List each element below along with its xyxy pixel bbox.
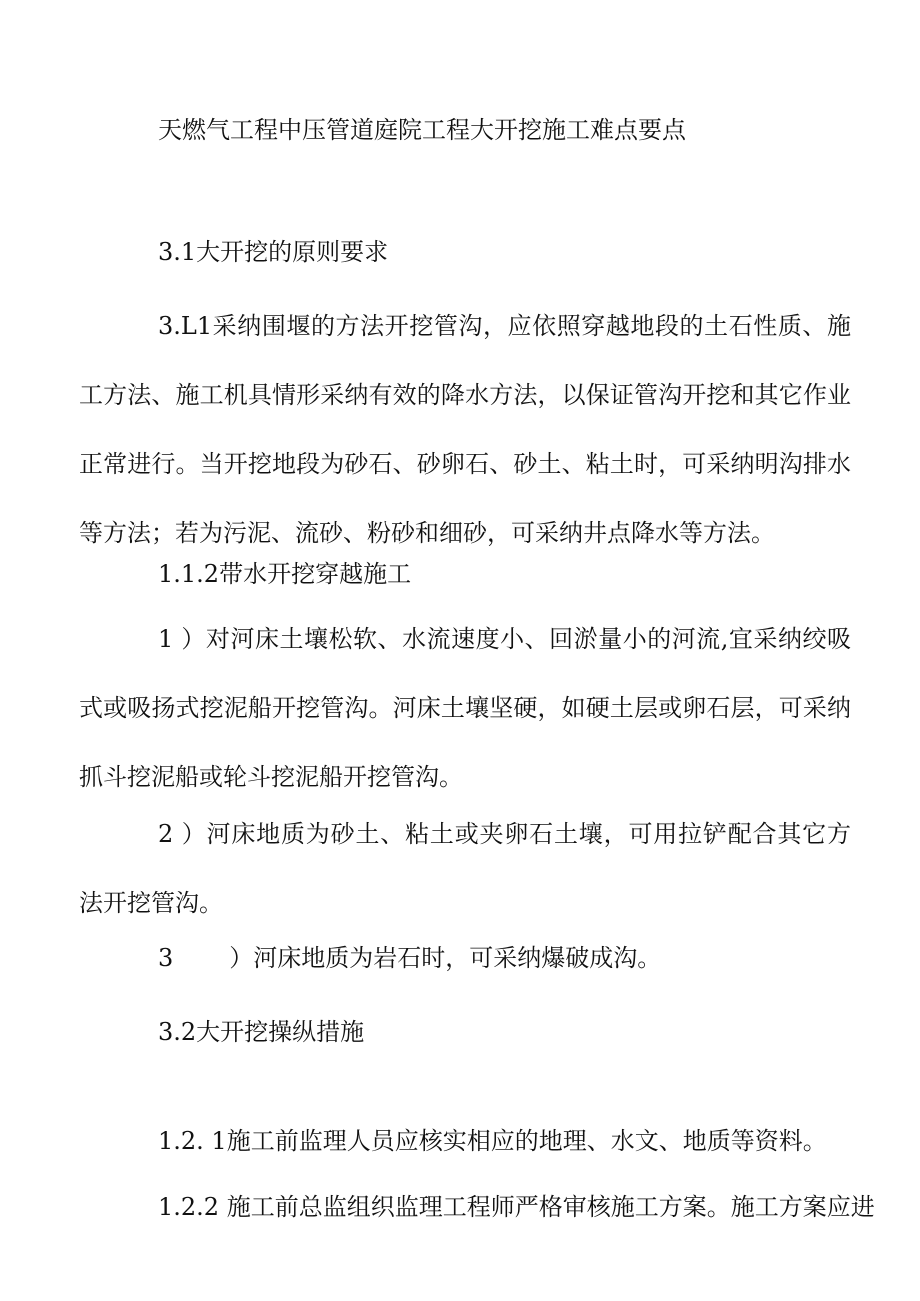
document-title: 天燃气工程中压管道庭院工程大开挖施工难点要点 [158, 116, 686, 144]
list-item-1: 1 ）对河床土壤松软、水流速度小、回淤量小的河流,宜采纳绞吸式或吸扬式挖泥船开挖管沟。河床土壤坚硬，如硬土层或卵石层，可采纳抓斗挖泥船或轮斗挖泥船开挖管沟。 [79, 625, 851, 791]
list-item-3-number: 3 [158, 944, 174, 972]
section-heading-3-2: 3.2大开挖操纵措施 [158, 1018, 365, 1046]
subheading-1-1-2: 1.1.2带水开挖穿越施工 [158, 560, 412, 588]
list-item-3-text: ）河床地质为岩石时，可采纳爆破成沟。 [229, 944, 662, 972]
paragraph-1-2-2: 1.2.2 施工前总监组织监理工程师严格审核施工方案。施工方案应进 [158, 1193, 875, 1221]
section-heading-3-1: 3.1大开挖的原则要求 [158, 238, 389, 266]
paragraph-3-1-1: 3.L1采纳围堰的方法开挖管沟，应依照穿越地段的土石性质、施工方法、施工机具情形采纳有效的降水方法，以保证管沟开挖和其它作业正常进行。当开挖地段为砂石、砂卵石、砂土、粘土时，可采纳明沟排水等方法；若为污泥、流砂、粉砂和细砂，可采纳井点降水等方法。 [79, 312, 851, 547]
list-item-3 [158, 940, 661, 976]
paragraph-1-2-1: 1.2. 1施工前监理人员应核实相应的地理、水文、地质等资料。 [158, 1127, 827, 1155]
list-item-2: 2 ）河床地质为砂土、粘土或夹卵石土壤，可用拉铲配合其它方法开挖管沟。 [79, 820, 851, 917]
